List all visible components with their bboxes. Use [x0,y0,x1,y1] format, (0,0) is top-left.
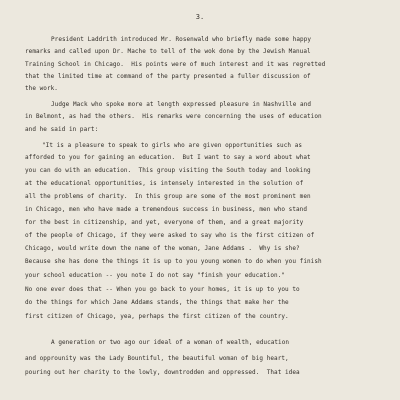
text-line: and he said in part: [25,126,99,133]
text-line: Training School in Chicago. His points were of much interest and it was regretted [25,61,326,68]
text-line: President Laddrith introduced Mr. Rosenwald who briefly made some happy [51,36,312,43]
text-line: afforded to you for gaining an education. But I want to say a word about what [25,154,311,161]
text-line: the work. [25,85,58,92]
text-line: A generation or two ago our ideal of a woman of wealth, education [51,339,290,346]
text-line: and opprounity was the Lady Bountiful, the beautiful woman of big heart, [25,355,289,362]
text-line: Chicago, would write down the name of the woman, Jane Addams . Why is she? [25,245,300,252]
text-line: your school education -- you note I do not say "finish your education." [25,272,286,279]
page-number: 3. [195,13,205,21]
text-line: in Belmont, as had the others. His remarks were concerning the uses of education [25,113,322,120]
text-line: all the problems of charity. In this group are some of the most prominent men [25,193,311,200]
text-line: pouring out her charity to the lowly, downtrodden and oppressed. That idea [25,369,300,376]
text-line: No one ever does that -- When you go back to your homes, it is up to you to [25,286,300,293]
text-line: you can do with an education. This group visiting the South today and looking [25,167,311,174]
text-line: for the best in citizenship, and yet, everyone of them, and a great majority [25,219,304,226]
text-line: Judge Mack who spoke more at length expressed pleasure in Nashville and [51,101,312,108]
text-line: remarks and called upon Dr. Mache to tell of the wok done by the Jewish Manual [25,48,311,55]
text-line: do the things for which Jane Addams stands, the things that make her the [25,299,289,306]
text-line: "It is a pleasure to speak to girls who are given opportunities such as [42,142,303,149]
text-line: first citizen of Chicago, yea, perhaps the first citizen of the country. [25,313,289,320]
text-line: of the people of Chicago, if they were asked to say who is the first citizen of [25,232,315,239]
text-line: that the limited time at command of the party presented a fuller discussion of [25,73,311,80]
text-line: Because she has done the things it is up to you young women to do when you finish [25,258,322,265]
text-line: in Chicago, men who have made a tremendous success in business, men who stand [25,206,307,213]
text-line: at the educational opportunities, is intensely interested in the solution of [25,180,304,187]
